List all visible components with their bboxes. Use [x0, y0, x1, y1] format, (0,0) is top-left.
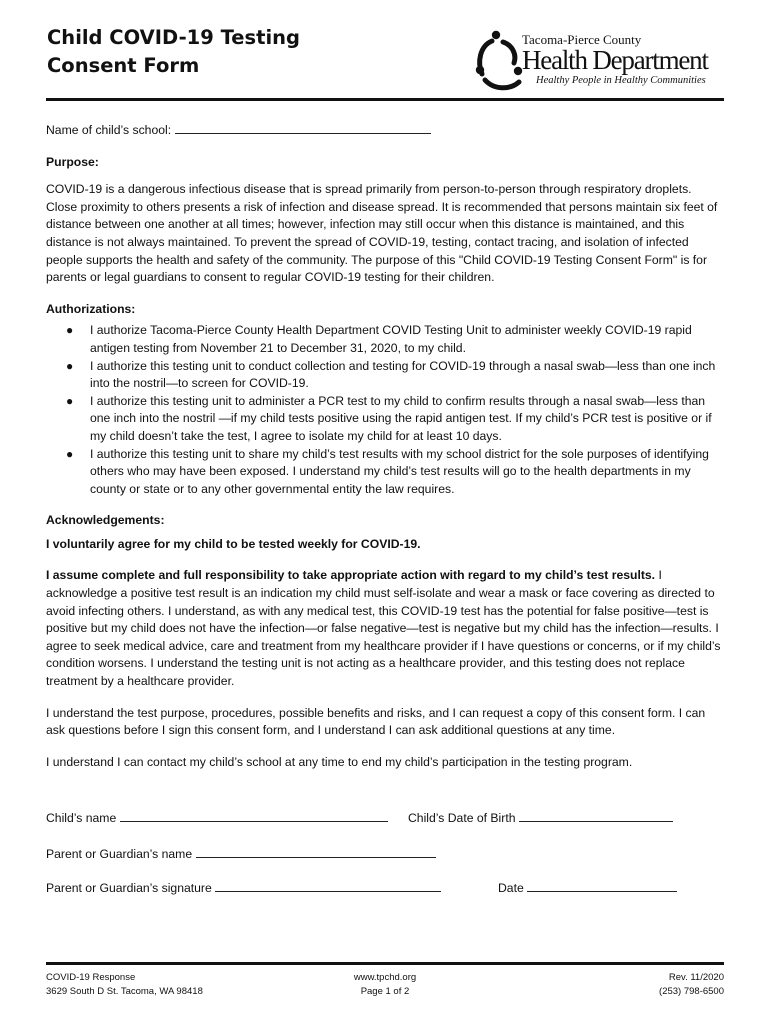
- footer-phone: (253) 798-6500: [659, 986, 724, 997]
- authorizations-heading: Authorizations:: [46, 301, 136, 316]
- school-name-field[interactable]: [46, 120, 722, 140]
- child-name-field[interactable]: [46, 808, 388, 825]
- footer-revision: Rev. 11/2020: [668, 972, 724, 983]
- responsibility-text: I acknowledge a positive test result is an indication my child must self-isolate and wear a mask or face covering as directed to avoid infecting others. I understand, as with any medical test, this COVID-19 test has the potential for false positive—test is positive but my child does not have the infection—or false negative—test is negative but my child has the infection—results. I agree to seek medical advice, care and treatment from my healthcare provider if I have questions or concerns, or if my child’s condition worsens. I understand the testing unit is not acting as a healthcare provider, and this testing does not replace treatment by a healthcare provider.: [46, 568, 721, 689]
- authorization-item: ● I authorize this testing unit to conduct collection and testing for COVID-19 through a nasal swab—less than one inch into the nostril—to screen for COVID-19.: [66, 358, 716, 391]
- logo-county-name: Tacoma-Pierce County: [522, 32, 642, 47]
- guardian-name-blank[interactable]: [196, 844, 436, 858]
- logo-tagline: Healthy People in Healthy Communities: [536, 75, 706, 86]
- footer-divider: [46, 962, 724, 965]
- health-department-logo: [474, 30, 724, 92]
- guardian-name-field[interactable]: [46, 844, 436, 861]
- understand-purpose-paragraph: I understand the test purpose, procedures, possible benefits and risks, and I can request a copy of this consent form. I can ask questions before I sign this consent form, and I understand I can ask additional questions at any time.: [46, 705, 706, 738]
- purpose-heading: Purpose:: [46, 154, 99, 169]
- purpose-text: COVID-19 is a dangerous infectious disease that is spread primarily from person-to-person through respiratory droplets. Close proximity to others presents a risk of infection and disease spread. It is recommended that persons maintain six feet of distance between one another at all times; however, infection may still occur when this distance is maintained, and this distance is not always maintained. To prevent the spread of COVID-19, testing, contact tracing, and isolation of infected people supports the health and safety of the community. The purpose of this "Child COVID-19 Testing Consent Form" is for parents or legal guardians to consent to regular COVID-19 testing for their children.: [46, 182, 718, 285]
- authorizations-list: [46, 322, 722, 498]
- acknowledgements-heading: Acknowledgements:: [46, 513, 165, 528]
- authorization-item: ● I authorize this testing unit to administer a PCR test to my child to confirm results through a nasal swab—less than one inch into the nostril —if my child tests positive using the rapid antigen test. If my child’s PCR test is positive or if my child doesn’t take the test, I agree to isolate my child for at least 10 days.: [66, 393, 712, 443]
- people-circle-icon: [474, 30, 526, 92]
- bullet-icon: ●: [66, 323, 74, 338]
- child-name-blank[interactable]: [120, 808, 388, 822]
- school-name-label: Name of child’s school:: [46, 123, 172, 137]
- child-name-label: Child’s name: [46, 811, 117, 825]
- voluntary-statement: I voluntarily agree for my child to be tested weekly for COVID-19.: [46, 536, 421, 551]
- guardian-signature-field[interactable]: [46, 878, 441, 895]
- title-line-2: Consent Form: [47, 54, 200, 77]
- school-name-blank[interactable]: [175, 120, 431, 134]
- footer-address: 3629 South D St. Tacoma, WA 98418: [46, 986, 203, 997]
- footer-program: COVID-19 Response: [46, 972, 136, 983]
- bullet-icon: ●: [66, 393, 74, 408]
- bullet-icon: ●: [66, 358, 74, 373]
- logo-department-name: Health Department: [522, 45, 708, 75]
- guardian-signature-blank[interactable]: [215, 878, 441, 892]
- bullet-icon: ●: [66, 446, 74, 461]
- footer-website: www.tpchd.org: [353, 972, 417, 983]
- guardian-signature-label: Parent or Guardian’s signature: [46, 881, 212, 895]
- page-title: [47, 24, 300, 80]
- contact-school-paragraph: I understand I can contact my child’s school at any time to end my child’s participation in the testing program.: [46, 754, 633, 769]
- child-dob-field[interactable]: [408, 808, 673, 825]
- child-dob-label: Child’s Date of Birth: [408, 811, 516, 825]
- page-number: Page 1 of 2: [360, 986, 410, 997]
- footer-right: [604, 971, 724, 999]
- header-divider: [46, 98, 724, 101]
- guardian-name-label: Parent or Guardian’s name: [46, 847, 193, 861]
- date-blank[interactable]: [527, 878, 677, 892]
- authorization-item: ● I authorize this testing unit to share my child’s test results with my school district for the sole purposes of identifying others who may have been exposed. I understand my child’s test results will go to the health departments in my county or state or to any other governmental entity the law requires.: [66, 446, 709, 496]
- title-line-1: Child COVID-19 Testing: [47, 26, 300, 49]
- footer-center: [335, 971, 435, 999]
- child-dob-blank[interactable]: [519, 808, 673, 822]
- authorization-item: ● I authorize Tacoma-Pierce County Health Department COVID Testing Unit to administer weekly COVID-19 rapid antigen testing from November 21 to December 31, 2020, to my child.: [66, 323, 692, 355]
- responsibility-bold: I assume complete and full responsibility to take appropriate action with regard to my child’s test results.: [46, 568, 656, 583]
- form-body: [46, 120, 722, 771]
- footer-left: [46, 971, 203, 999]
- date-field[interactable]: [498, 878, 677, 895]
- responsibility-paragraph: [46, 567, 722, 690]
- date-label: Date: [498, 881, 524, 895]
